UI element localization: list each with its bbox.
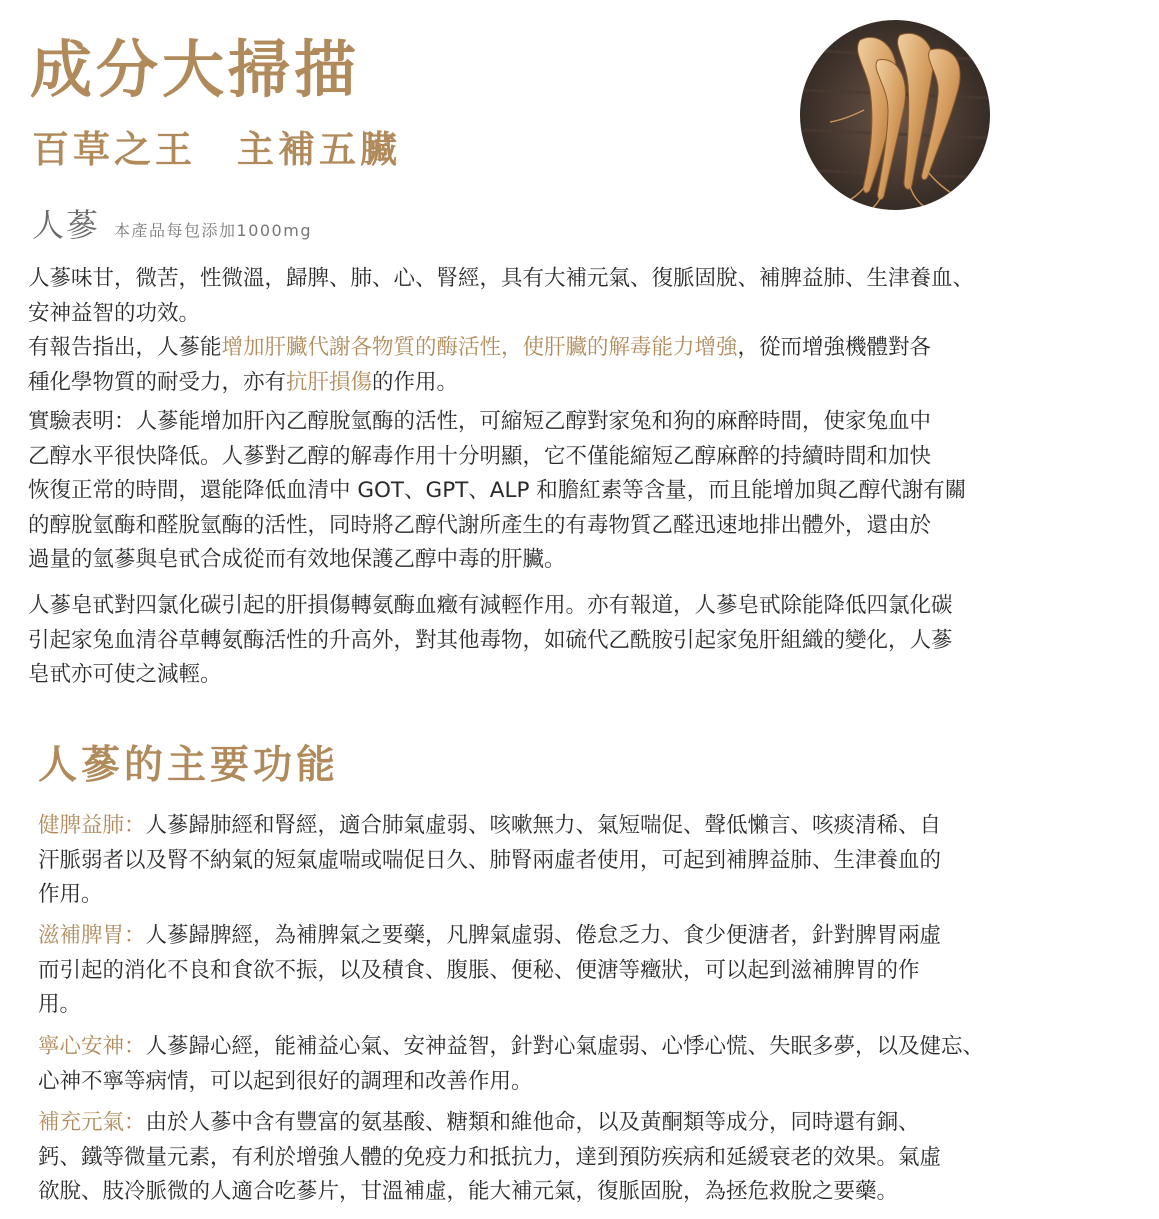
ingredient-header	[32, 200, 312, 244]
text-line: 過量的氫蔘與皂甙合成從而有效地保護乙醇中毒的肝臟。	[28, 547, 566, 572]
text-line	[38, 919, 1128, 954]
text-line	[28, 366, 1128, 401]
ginseng-photo	[800, 20, 990, 210]
text-line: 乙醇水平很快降低。人蔘對乙醇的解毒作用十分明顯，它不僅能縮短乙醇麻醉的持續時間和加快	[28, 443, 932, 469]
text-line	[28, 331, 1128, 366]
function-item	[38, 919, 1128, 1023]
function-label: 補充元氣：	[38, 1110, 146, 1135]
text-line	[38, 1030, 1128, 1065]
text-line: 鈣、鐵等微量元素，有利於增強人體的免疫力和抵抗力，達到預防疾病和延緩衰老的效果。氣虛	[38, 1144, 942, 1170]
text-line: 恢復正常的時間，還能降低血清中 GOT、GPT、ALP 和膽紅素等含量，而且能增加與乙醇代謝有關	[28, 478, 967, 503]
functions-section-title: 人蔘的主要功能	[38, 743, 340, 788]
intro-paragraph-3	[28, 405, 1128, 578]
ginseng-root-icon	[800, 20, 990, 210]
text-segment: 人蔘歸脾經，為補脾氣之要藥，凡脾氣虛弱、倦怠乏力、食少便溏者，針對脾胃兩虛	[145, 923, 942, 948]
text-line: 用。	[38, 992, 82, 1017]
text-segment: 有報告指出，人蔘能	[28, 335, 222, 360]
ingredient-name: 人蔘	[32, 206, 101, 244]
text-line: 作用。	[38, 882, 103, 907]
page-subtitle: 百草之王 主補五臟	[32, 128, 401, 171]
text-line: 人蔘味甘，微苦，性微溫，歸脾、肺、心、腎經，具有大補元氣、復脈固脫、補脾益肺、生津養血、	[28, 266, 975, 291]
text-segment: ，從而增強機體對各	[737, 335, 932, 360]
function-label: 滋補脾胃：	[38, 923, 146, 948]
text-line: 欲脫、肢冷脈微的人適合吃蔘片，甘溫補虛，能大補元氣，復脈固脫，為拯危救脫之要藥。	[38, 1179, 899, 1204]
ingredient-dosage: 本產品每包添加1000mg	[114, 221, 312, 240]
text-line: 實驗表明：人蔘能增加肝內乙醇脫氫酶的活性，可縮短乙醇對家兔和狗的麻醉時間，使家兔血中	[28, 409, 932, 434]
text-line: 引起家兔血清谷草轉氨酶活性的升高外，對其他毒物，如硫代乙酰胺引起家兔肝組織的變化，人蔘	[28, 627, 953, 653]
text-segment: 的作用。	[372, 369, 459, 395]
highlight-text: 增加肝臟代謝各物質的酶活性，使肝臟的解毒能力增強	[221, 335, 738, 360]
function-item	[38, 1030, 1128, 1099]
function-label: 健脾益肺：	[38, 813, 146, 838]
page-title: 成分大掃描	[30, 33, 361, 106]
text-line	[38, 809, 1128, 844]
text-line: 心神不寧等病情，可以起到很好的調理和改善作用。	[38, 1068, 533, 1094]
text-segment: 人蔘歸心經，能補益心氣、安神益智，針對心氣虛弱、心悸心慌、失眠多夢，以及健忘、	[145, 1034, 985, 1059]
text-line: 汗脈弱者以及腎不納氣的短氣虛喘或喘促日久、肺腎兩虛者使用，可起到補脾益肺、生津養血的	[38, 847, 942, 873]
function-label: 寧心安神：	[38, 1034, 146, 1059]
text-segment: 人蔘歸肺經和腎經，適合肺氣虛弱、咳嗽無力、氣短喘促、聲低懶言、咳痰清稀、自	[145, 813, 942, 838]
text-line: 皂甙亦可使之減輕。	[28, 662, 222, 687]
text-line	[38, 1106, 1128, 1141]
function-item	[38, 1106, 1128, 1210]
text-line: 人蔘皂甙對四氯化碳引起的肝損傷轉氨酶血癥有減輕作用。亦有報道，人蔘皂甙除能降低四氯化碳	[28, 593, 953, 618]
intro-paragraph-2	[28, 331, 1128, 400]
intro-paragraph-1	[28, 262, 1128, 331]
function-item	[38, 809, 1128, 913]
intro-paragraph-4	[28, 589, 1128, 693]
text-segment: 由於人蔘中含有豐富的氨基酸、糖類和維他命，以及黃酮類等成分，同時還有銅、	[145, 1110, 920, 1135]
text-line: 而引起的消化不良和食欲不振，以及積食、腹脹、便秘、便溏等癥狀，可以起到滋補脾胃的作	[38, 957, 920, 983]
text-line: 的醇脫氫酶和醛脫氫酶的活性，同時將乙醇代謝所產生的有毒物質乙醛迅速地排出體外，還由於	[28, 512, 932, 538]
text-line: 安神益智的功效。	[28, 300, 201, 326]
text-segment: 種化學物質的耐受力，亦有	[28, 369, 287, 395]
highlight-text: 抗肝損傷	[286, 369, 373, 395]
